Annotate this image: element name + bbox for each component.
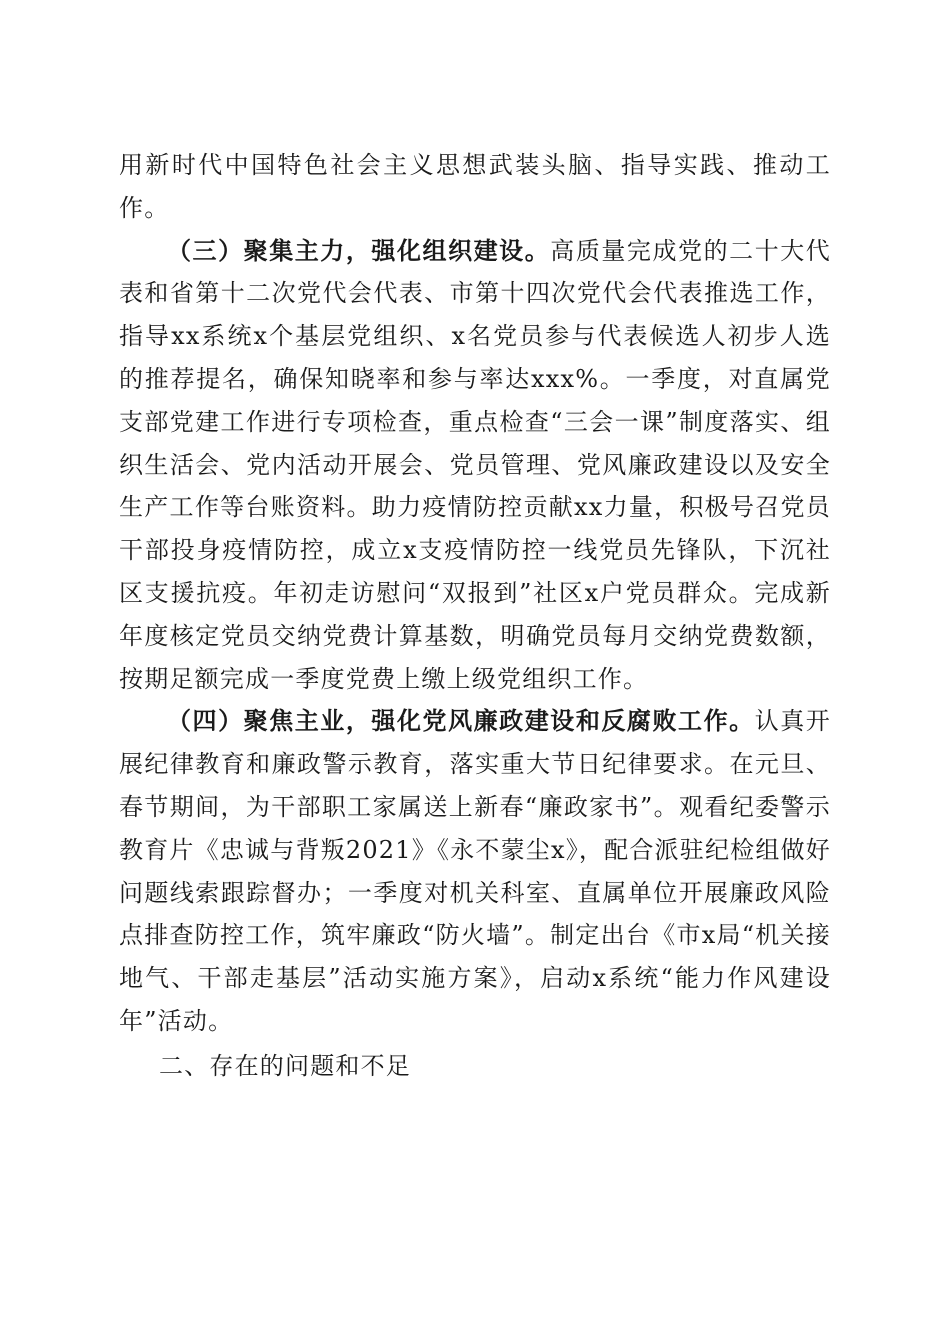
paragraph-text: 高质量完成党的二十大代表和省第十二次党代会代表、市第十四次党代会代表推选工作，指导xx系统x个基层党组织、x名党员参与代表候选人初步人选的推荐提名，确保知晓率和参与率达xxx%。一季度，对直属党支部党建工作进行专项检查，重点检查“三会一课”制度落实、组织生活会、党内活动开展会、党员管理、党风廉政建设以及安全生产工作等台账资料。助力疫情防控贡献xx力量，积极号召党员干部投身疫情防控，成立x支疫情防控一线党员先锋队，下沉社区支援抗疫。年初走访慰问“双报到”社区x户党员群众。完成新年度核定党员交纳党费计算基数，明确党员每月交纳党费数额，按期足额完成一季度党费上缴上级党组织工作。	[119, 236, 831, 693]
paragraph-anti-corruption	[119, 700, 831, 1042]
section-heading: 二、存在的问题和不足	[159, 1051, 411, 1080]
paragraph-text: 用新时代中国特色社会主义思想武装头脑、指导实践、推动工作。	[119, 151, 831, 222]
paragraph-lead: （四）聚焦主业，强化党风廉政建设和反腐败工作。	[167, 706, 755, 736]
paragraph-text: 认真开展纪律教育和廉政警示教育，落实重大节日纪律要求。在元旦、春节期间，为干部职工家属送上新春“廉政家书”。观看纪委警示教育片《忠诚与背叛2021》《永不蒙尘x》，配合派驻纪检组做好问题线索跟踪督办；一季度对机关科室、直属单位开展廉政风险点排查防控工作，筑牢廉政“防火墙”。制定出台《市x局“机关接地气、干部走基层”活动实施方案》，启动x系统“能力作风建设年”活动。	[119, 707, 831, 1035]
paragraph-continuation	[119, 144, 831, 230]
document-body	[119, 144, 831, 1088]
paragraph-organization-building	[119, 230, 831, 701]
paragraph-lead: （三）聚集主力，强化组织建设。	[167, 235, 551, 265]
